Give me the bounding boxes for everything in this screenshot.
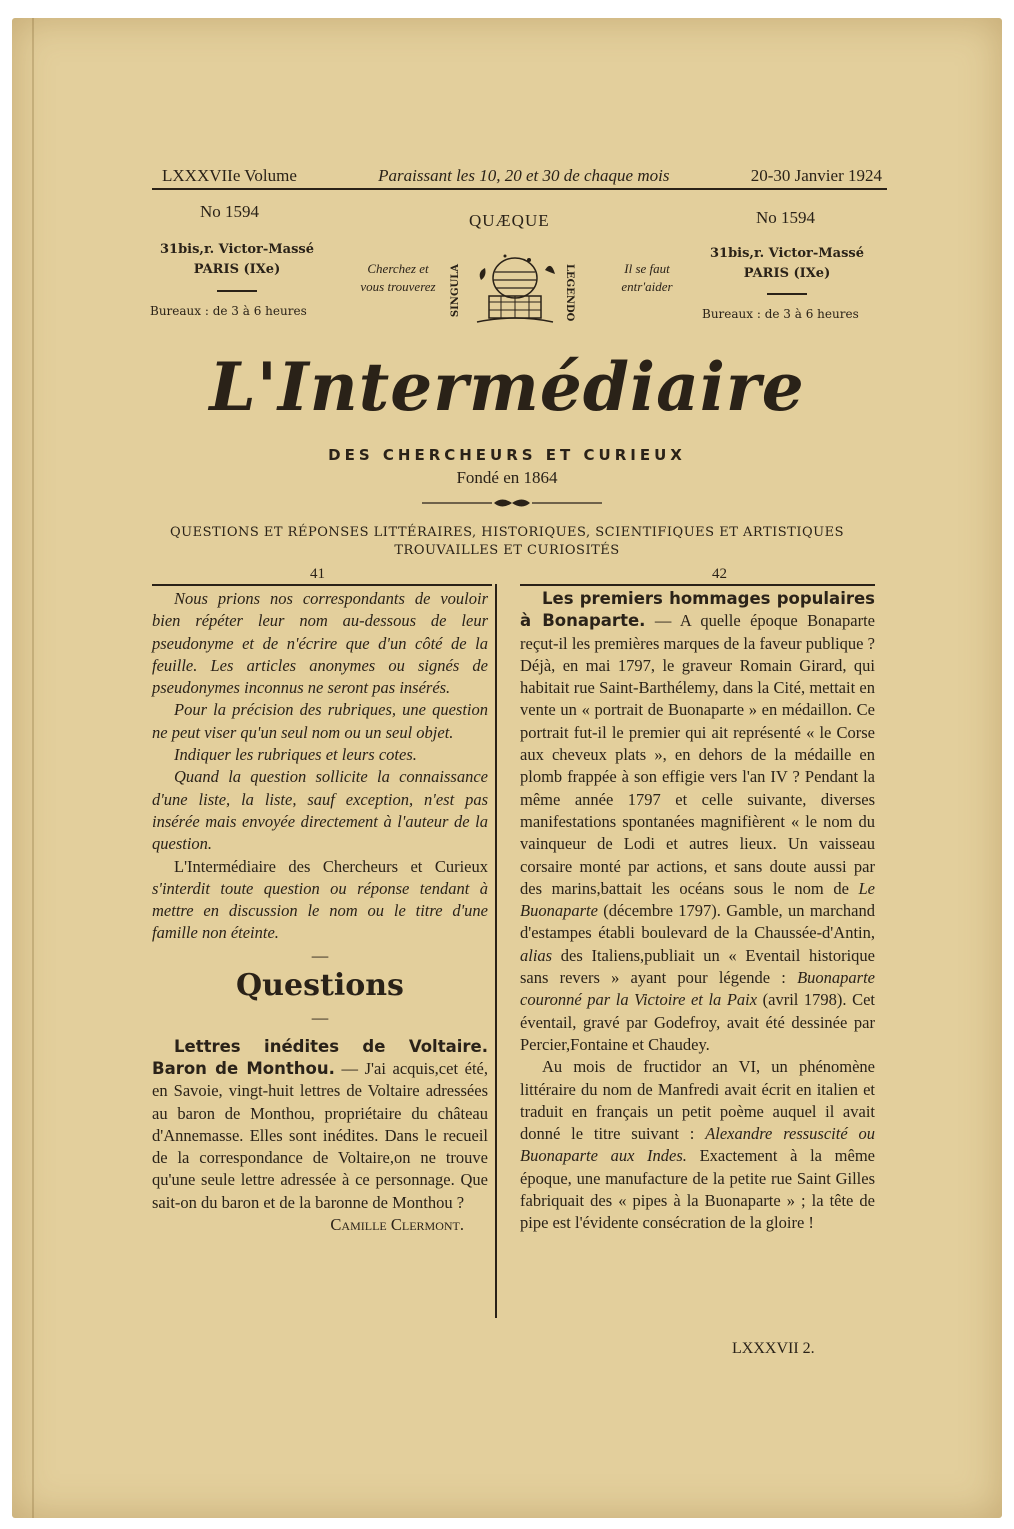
answer-bonaparte-p2 [520, 1056, 875, 1234]
question-voltaire [152, 1036, 488, 1214]
address-right-line1: 31bis,r. Victor-Massé [709, 246, 865, 261]
beehive-emblem-icon [467, 240, 562, 335]
answer-p2-text-2: Exactement à la même époque, une manufacture de la petite rue Saint Gilles fabriquait des « pipes à la Buonaparte » ; la tête de pipe est l'évidente consécration de la gloire ! [520, 1146, 875, 1233]
issue-number-right: No 1594 [756, 208, 816, 227]
notice-families [152, 856, 488, 945]
address-left-line2: PARIS (IXe) [193, 262, 281, 277]
column-rule-left [152, 584, 492, 586]
answer-bonaparte-title: Les premiers hommages populaires à Bonaparte. [520, 589, 875, 631]
answer-p2-text-1: Au mois de fructidor an VI, un phénomène littéraire du nom de Manfredi avait écrit en italien et traduit en français un petit poème auquel il avait donné le titre suivant : [520, 1057, 875, 1144]
motto-left [338, 260, 458, 296]
motto-left-line2: vous trouverez [360, 279, 436, 294]
column-number-left: 41 [310, 566, 325, 582]
newspaper-page [12, 18, 1002, 1518]
question-voltaire-title: Lettres inédites de Voltaire. Baron de Monthou. [152, 1036, 488, 1078]
answer-bonaparte-text-2: (décembre 1797). Gamble, un marchand d'estampes établi boulevard de la Chaussée-d'Antin, [520, 901, 875, 943]
questions-heading: Questions [236, 968, 404, 1004]
answer-fan-legend: Buonaparte couronné par la Victoire et la Paix [520, 968, 875, 1010]
masthead-subtitle: DES CHERCHEURS ET CURIEUX [328, 446, 686, 464]
notice-families-publication: L'Intermédiaire des Chercheurs et Curieux [174, 856, 488, 876]
tagline [12, 524, 1002, 560]
notice-correspondents: Nous prions nos correspondants de vouloir bien répéter leur nom au-dessous de leur pseudonyme et de n'écrire que d'un côté de la feuille. Les articles anonymes ou signés de pseudonymes inconnus ne seront pas insérés. [152, 589, 488, 698]
page-fold [32, 18, 34, 1518]
separator-dash-2: — [311, 1008, 329, 1028]
address-left [142, 240, 332, 280]
masthead-title: L'Intermédiaire [209, 348, 805, 426]
emblem-left-text: SINGULA [450, 264, 461, 318]
volume-label: LXXXVIIe Volume [162, 166, 297, 185]
answer-bonaparte [520, 588, 875, 1056]
left-column [152, 588, 488, 1236]
answer-ship-name: Le Buonaparte [520, 878, 875, 921]
right-column [520, 588, 875, 1235]
motto-right-line2: entr'aider [621, 279, 673, 294]
notice-families-text: s'interdit toute question ou réponse tendant à mettre en discussion le nom ou le titre d'une famille non éteinte. [152, 878, 488, 943]
issue-date: 20-30 Janvier 1924 [750, 166, 882, 185]
emblem-right-text: LEGENDO [564, 264, 575, 322]
motto-right-line1: Il se faut [624, 261, 670, 276]
column-number-right: 42 [712, 566, 727, 582]
issue-number-left: No 1594 [200, 202, 260, 221]
page-signature: LXXXVII 2. [732, 1340, 815, 1357]
motto-right [597, 260, 697, 296]
divider-right [767, 293, 807, 295]
office-hours-left: Bureaux : de 3 à 6 heures [150, 304, 307, 318]
founded-line: Fondé en 1864 [456, 468, 558, 487]
header-rule [152, 188, 887, 190]
answer-bonaparte-text-3: des Italiens,publiait un « Eventail historique sans revers » ayant pour légende : [520, 945, 875, 988]
separator-dash: — [311, 945, 329, 965]
tagline-line1: QUESTIONS ET RÉPONSES LITTÉRAIRES, HISTORIQUES, SCIENTIFIQUES ET ARTISTIQUES [170, 525, 844, 540]
office-hours-right: Bureaux : de 3 à 6 heures [702, 307, 859, 321]
frequency-label: Paraissant les 10, 20 et 30 de chaque mois [378, 166, 670, 185]
answer-bonaparte-text-1: — A quelle époque Bonaparte reçut-il les premières marques de la faveur publique ? Déjà, en mai 1797, le graveur Romain Girard, qui habitait rue Saint-Barthélemy, dans la Cité, mettait en vente un « portrait de Buonaparte » en médaillon. Ce portrait fut-il le premier qui ait représenté « le Corse aux cheveux plats », en dehors de la médaille en plomb frappée à son effigie vers l'an IV ? Pendant la même année 1797 et celle suivante, diverses manifestations spontanées magnifièrent « le nom du vainqueur de Lodi et autres lieux. Un vaisseau corsaire monté par actions, et sans doute aussi par des marins,battait les océans sous le nom de [520, 611, 875, 898]
tagline-line2: TROUVAILLES ET CURIOSITÉS [394, 543, 620, 558]
emblem-top-text: QUÆQUE [469, 211, 550, 230]
header-top-line [162, 166, 882, 186]
answer-bonaparte-text-4: (avril 1798). Cet éventail, gravé par Godefroy, avait été dessinée par Percier,Fontaine et Chaudey. [520, 990, 875, 1054]
question-voltaire-signature: Camille Clermont. [330, 1215, 464, 1235]
address-right-line2: PARIS (IXe) [743, 266, 831, 281]
answer-alias: alias [520, 945, 553, 965]
column-rule-right [520, 584, 875, 586]
answer-poem-title: Alexandre ressuscité ou Buonaparte aux Indes. [520, 1124, 875, 1166]
address-left-line1: 31bis,r. Victor-Massé [159, 242, 315, 257]
address-right [692, 244, 882, 284]
divider-left [217, 290, 257, 292]
ornament-divider-icon [422, 496, 602, 510]
notice-rubriques: Indiquer les rubriques et leurs cotes. [174, 745, 417, 765]
notice-lists: Quand la question sollicite la connaissance d'une liste, la liste, sauf exception, n'est pas insérée mais envoyée directement à l'auteur de la question. [152, 767, 488, 854]
motto-left-line1: Cherchez et [367, 261, 429, 276]
notice-precision: Pour la précision des rubriques, une question ne peut viser qu'un seul nom ou un seul objet. [152, 700, 488, 742]
column-separator [495, 584, 497, 1318]
question-voltaire-body: — J'ai acquis,cet été, en Savoie, vingt-huit lettres de Voltaire adressées au baron de Monthou, propriétaire du château d'Annemasse. Elles sont inédites. Dans le recueil de la correspondance de Voltaire,on ne trouve qu'une seule lettre adressée à ce personnage. Que sait-on du baron et de la baronne de Monthou ? [152, 1058, 488, 1212]
